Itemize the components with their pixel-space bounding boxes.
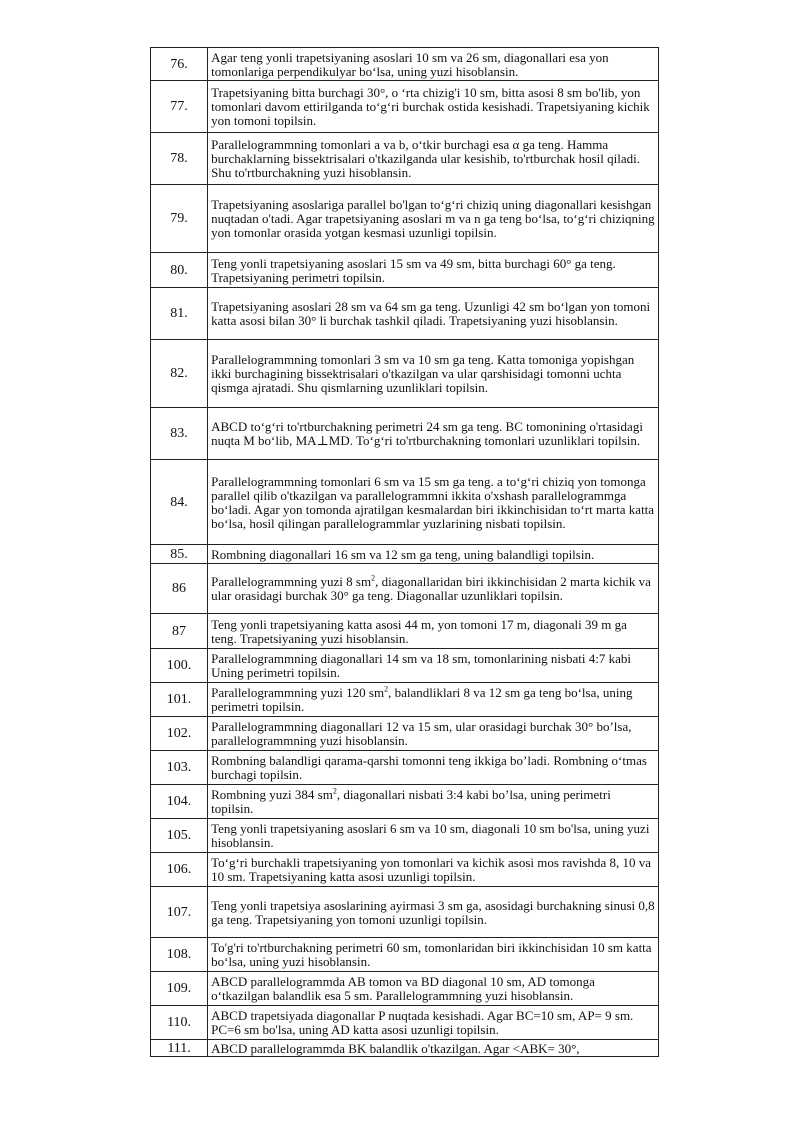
problem-text: Teng yonli trapetsiya asoslarining ayirmasi 3 sm ga, asosidagi burchakning sinusi 0,8 ga teng. Trapetsiyaning yon tomoni uzunligi topilsin. bbox=[208, 887, 659, 938]
table-row bbox=[151, 1006, 659, 1040]
table-row bbox=[151, 81, 659, 133]
table-row bbox=[151, 48, 659, 81]
table-row bbox=[151, 185, 659, 253]
problem-number: 76. bbox=[151, 48, 208, 81]
problem-text: Parallelogrammning diagonallari 12 va 15 sm, ular orasidagi burchak 30° bo’lsa, parallelogrammning yuzi hisoblansin. bbox=[208, 717, 659, 751]
problem-number: 109. bbox=[151, 972, 208, 1006]
table-row bbox=[151, 819, 659, 853]
problem-number: 100. bbox=[151, 649, 208, 683]
superscript: 2 bbox=[332, 786, 337, 796]
problem-number: 102. bbox=[151, 717, 208, 751]
table-row bbox=[151, 288, 659, 340]
problem-text-part: , diagonallari nisbati 3:4 kabi bo’lsa, uning perimetri topilsin. bbox=[211, 787, 611, 816]
problem-text bbox=[208, 683, 659, 717]
superscript: 2 bbox=[384, 684, 389, 694]
problem-text: Teng yonli trapetsiyaning asoslari 15 sm va 49 sm, bitta burchagi 60° ga teng. Trapetsiyaning perimetri topilsin. bbox=[208, 253, 659, 288]
problem-number: 86 bbox=[151, 564, 208, 614]
table-row bbox=[151, 253, 659, 288]
problem-number: 105. bbox=[151, 819, 208, 853]
table-row bbox=[151, 340, 659, 408]
table-row bbox=[151, 683, 659, 717]
problem-text-part: Rombning yuzi 384 sm bbox=[211, 787, 333, 802]
problem-number: 85. bbox=[151, 545, 208, 564]
problem-number: 108. bbox=[151, 938, 208, 972]
problem-number: 111. bbox=[151, 1040, 208, 1057]
table-row bbox=[151, 972, 659, 1006]
table-row bbox=[151, 1040, 659, 1057]
problem-text: Parallelogrammning tomonlari a va b, o‘tkir burchagi esa α ga teng. Hamma burchaklarning bissektrisalari o'tkazilganda ular kesishib, to'rtburchak hosil qiladi. Shu to'rtburchakning yuzi hisoblansin. bbox=[208, 133, 659, 185]
table-row bbox=[151, 938, 659, 972]
problem-text: Trapetsiyaning asoslariga parallel bo'lgan to‘g‘ri chiziq uning diagonallari kesishgan nuqtadan o'tadi. Agar trapetsiyaning asoslari m va n ga teng bo‘lsa, to‘g‘ri chiziqning yon tomonlar orasida yotgan kesmasi uzunligi topilsin. bbox=[208, 185, 659, 253]
problem-number: 107. bbox=[151, 887, 208, 938]
table-row bbox=[151, 133, 659, 185]
table-row bbox=[151, 649, 659, 683]
table-row bbox=[151, 785, 659, 819]
problem-number: 78. bbox=[151, 133, 208, 185]
problem-text: ABCD parallelogrammda BK balandlik o'tkazilgan. Agar <ABK= 30°, bbox=[208, 1040, 659, 1057]
problem-number: 110. bbox=[151, 1006, 208, 1040]
table-row bbox=[151, 887, 659, 938]
table-row bbox=[151, 545, 659, 564]
problem-text: ABCD trapetsiyada diagonallar P nuqtada kesishadi. Agar BC=10 sm, AP= 9 sm. PC=6 sm bo'lsa, uning AD katta asosi uzunligi topilsin. bbox=[208, 1006, 659, 1040]
problem-text: Parallelogrammning tomonlari 6 sm va 15 sm ga teng. a to‘g‘ri chiziq yon tomonga parallel qilib o'tkazilgan va parallelogrammni ikkita o'xshash parallelogrammga bo‘ladi. Agar yon tomonda ajratilgan kesmalardan biri ikkinchisidan to‘rt marta katta bo‘lsa, hosil qilingan parallelogrammlar yuzlarining nisbati topilsin. bbox=[208, 460, 659, 545]
table-row bbox=[151, 853, 659, 887]
problem-number: 101. bbox=[151, 683, 208, 717]
table-row bbox=[151, 751, 659, 785]
problem-number: 77. bbox=[151, 81, 208, 133]
table-row bbox=[151, 717, 659, 751]
problem-text: ABCD parallelogrammda AB tomon va BD diagonal 10 sm, AD tomonga o‘tkazilgan balandlik esa 5 sm. Parallelogrammning yuzi hisoblansin. bbox=[208, 972, 659, 1006]
problem-number: 81. bbox=[151, 288, 208, 340]
problem-text: ABCD to‘g‘ri to'rtburchakning perimetri 24 sm ga teng. BC tomonining o'rtasidagi nuqta M bo‘lib, MA⊥MD. To‘g‘ri to'rtburchakning tomonlari uzunliklari topilsin. bbox=[208, 408, 659, 460]
table-row bbox=[151, 460, 659, 545]
problem-number: 87 bbox=[151, 614, 208, 649]
problem-text: Parallelogrammning tomonlari 3 sm va 10 sm ga teng. Katta tomoniga yopishgan ikki burchagining bissektrisalari o'tkazilgan va ular qarshisidagi tomonni uchta qismga ajratadi. Shu qismlarning uzunliklari topilsin. bbox=[208, 340, 659, 408]
problem-number: 79. bbox=[151, 185, 208, 253]
problem-text: Agar teng yonli trapetsiyaning asoslari 10 sm va 26 sm, diagonallari esa yon tomonlariga perpendikulyar bo‘lsa, uning yuzi hisoblansin. bbox=[208, 48, 659, 81]
table-row bbox=[151, 564, 659, 614]
problem-number: 82. bbox=[151, 340, 208, 408]
problem-number: 104. bbox=[151, 785, 208, 819]
problem-text: Rombning balandligi qarama-qarshi tomonni teng ikkiga bo’ladi. Rombning o‘tmas burchagi topilsin. bbox=[208, 751, 659, 785]
problem-text: Rombning diagonallari 16 sm va 12 sm ga teng, uning balandligi topilsin. bbox=[208, 545, 659, 564]
problem-text-part: Parallelogrammning yuzi 120 sm bbox=[211, 685, 385, 700]
problem-text: To'g'ri to'rtburchakning perimetri 60 sm, tomonlaridan biri ikkinchisidan 10 sm katta bo‘lsa, uning yuzi hisoblansin. bbox=[208, 938, 659, 972]
problem-text-part: Parallelogrammning yuzi 8 sm bbox=[211, 574, 372, 589]
superscript: 2 bbox=[371, 573, 376, 583]
problem-text bbox=[208, 785, 659, 819]
table-row bbox=[151, 408, 659, 460]
problem-text: Trapetsiyaning asoslari 28 sm va 64 sm ga teng. Uzunligi 42 sm bo‘lgan yon tomoni katta asosi bilan 30° li burchak tashkil qiladi. Trapetsiyaning yuzi hisoblansin. bbox=[208, 288, 659, 340]
problem-text: Parallelogrammning diagonallari 14 sm va 18 sm, tomonlarining nisbati 4:7 kabi Uning perimetri topilsin. bbox=[208, 649, 659, 683]
problem-number: 106. bbox=[151, 853, 208, 887]
problem-text: To‘g‘ri burchakli trapetsiyaning yon tomonlari va kichik asosi mos ravishda 8, 10 va 10 sm. Trapetsiyaning katta asosi uzunligi topilsin. bbox=[208, 853, 659, 887]
table-row bbox=[151, 614, 659, 649]
problem-text: Trapetsiyaning bitta burchagi 30°, o ‘rta chizig'i 10 sm, bitta asosi 8 sm bo'lib, yon tomonlari davom ettirilganda to‘g‘ri burchak ostida kesishadi. Trapetsiyaning kichik yon tomoni topilsin. bbox=[208, 81, 659, 133]
problem-number: 83. bbox=[151, 408, 208, 460]
problem-number: 80. bbox=[151, 253, 208, 288]
problem-number: 84. bbox=[151, 460, 208, 545]
problem-text: Teng yonli trapetsiyaning asoslari 6 sm va 10 sm, diagonali 10 sm bo'lsa, uning yuzi hisoblansin. bbox=[208, 819, 659, 853]
problem-text-part: , diagonallaridan biri ikkinchisidan 2 marta kichik va ular orasidagi burchak 30° ga teng. Diagonallar uzunliklari topilsin. bbox=[211, 574, 651, 603]
problem-text: Teng yonli trapetsiyaning katta asosi 44 m, yon tomoni 17 m, diagonali 39 m ga teng. Trapetsiyaning yuzi hisoblansin. bbox=[208, 614, 659, 649]
problem-text-part: , balandliklari 8 va 12 sm ga teng bo‘lsa, uning perimetri topilsin. bbox=[211, 685, 633, 714]
problem-number: 103. bbox=[151, 751, 208, 785]
problems-table bbox=[150, 47, 659, 1057]
problem-text bbox=[208, 564, 659, 614]
